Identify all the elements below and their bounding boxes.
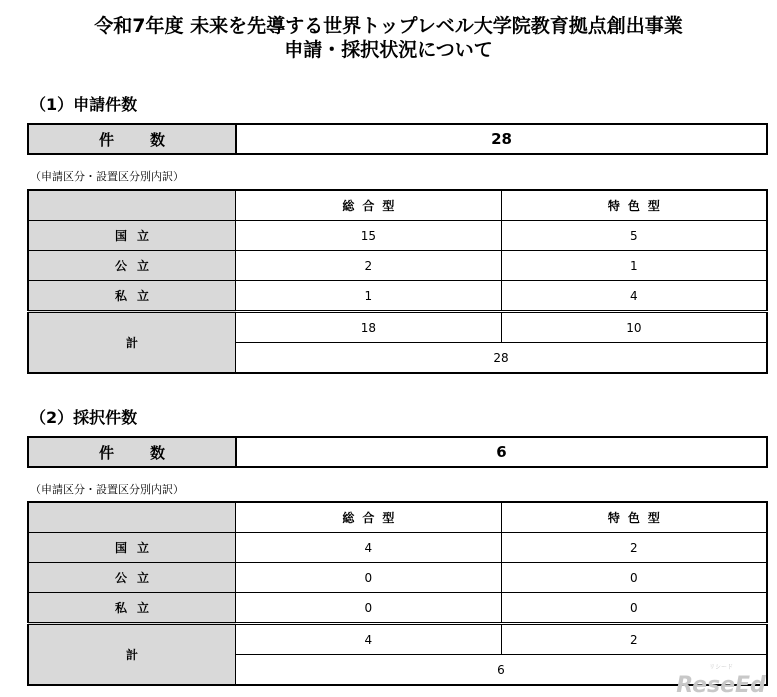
row-header: 公立: [28, 251, 236, 281]
application-count-table: [27, 123, 768, 155]
section-heading-selections: （2）採択件数: [30, 408, 138, 427]
column-header: 特色型: [501, 502, 767, 533]
table-cell: 5: [501, 221, 767, 251]
table-cell: 4: [501, 281, 767, 312]
grand-total-cell: 6: [236, 655, 768, 686]
row-header: 国立: [28, 221, 236, 251]
breakdown-caption: （申請区分・設置区分別内訳）: [30, 170, 184, 183]
count-label: 件数: [28, 437, 236, 467]
count-value: 28: [236, 124, 767, 154]
table-cell: 0: [236, 563, 502, 593]
total-row-header: 計: [28, 312, 236, 374]
row-header: 公立: [28, 563, 236, 593]
table-cell: 2: [236, 251, 502, 281]
row-header: 私立: [28, 593, 236, 624]
total-cell: 4: [236, 624, 502, 655]
count-label: 件数: [28, 124, 236, 154]
table-cell: 2: [501, 533, 767, 563]
document-title-line-1: 令和7年度 未来を先導する世界トップレベル大学院教育拠点創出事業: [94, 15, 683, 37]
selection-breakdown-table: [27, 501, 768, 686]
total-cell: 10: [501, 312, 767, 343]
table-cell: 0: [501, 563, 767, 593]
grand-total-cell: 28: [236, 343, 768, 374]
total-row-header: 計: [28, 624, 236, 686]
document-title-line-2: 申請・採択状況について: [284, 39, 493, 61]
table-cell: 0: [236, 593, 502, 624]
table-cell: 0: [501, 593, 767, 624]
total-cell: 2: [501, 624, 767, 655]
table-cell: 1: [501, 251, 767, 281]
application-breakdown-table: [27, 189, 768, 374]
breakdown-caption: （申請区分・設置区分別内訳）: [30, 483, 184, 496]
table-corner: [28, 190, 236, 221]
table-cell: 15: [236, 221, 502, 251]
total-cell: 18: [236, 312, 502, 343]
count-value: 6: [236, 437, 767, 467]
row-header: 国立: [28, 533, 236, 563]
table-cell: 4: [236, 533, 502, 563]
table-corner: [28, 502, 236, 533]
column-header: 総合型: [236, 190, 502, 221]
selection-count-table: [27, 436, 768, 468]
section-heading-applications: （1）申請件数: [30, 95, 138, 114]
table-cell: 1: [236, 281, 502, 312]
column-header: 総合型: [236, 502, 502, 533]
resed-watermark-logo: [671, 661, 771, 695]
watermark-subtext: リシード: [708, 664, 734, 671]
row-header: 私立: [28, 281, 236, 312]
watermark-text: ReseEd: [676, 673, 766, 695]
column-header: 特色型: [501, 190, 767, 221]
